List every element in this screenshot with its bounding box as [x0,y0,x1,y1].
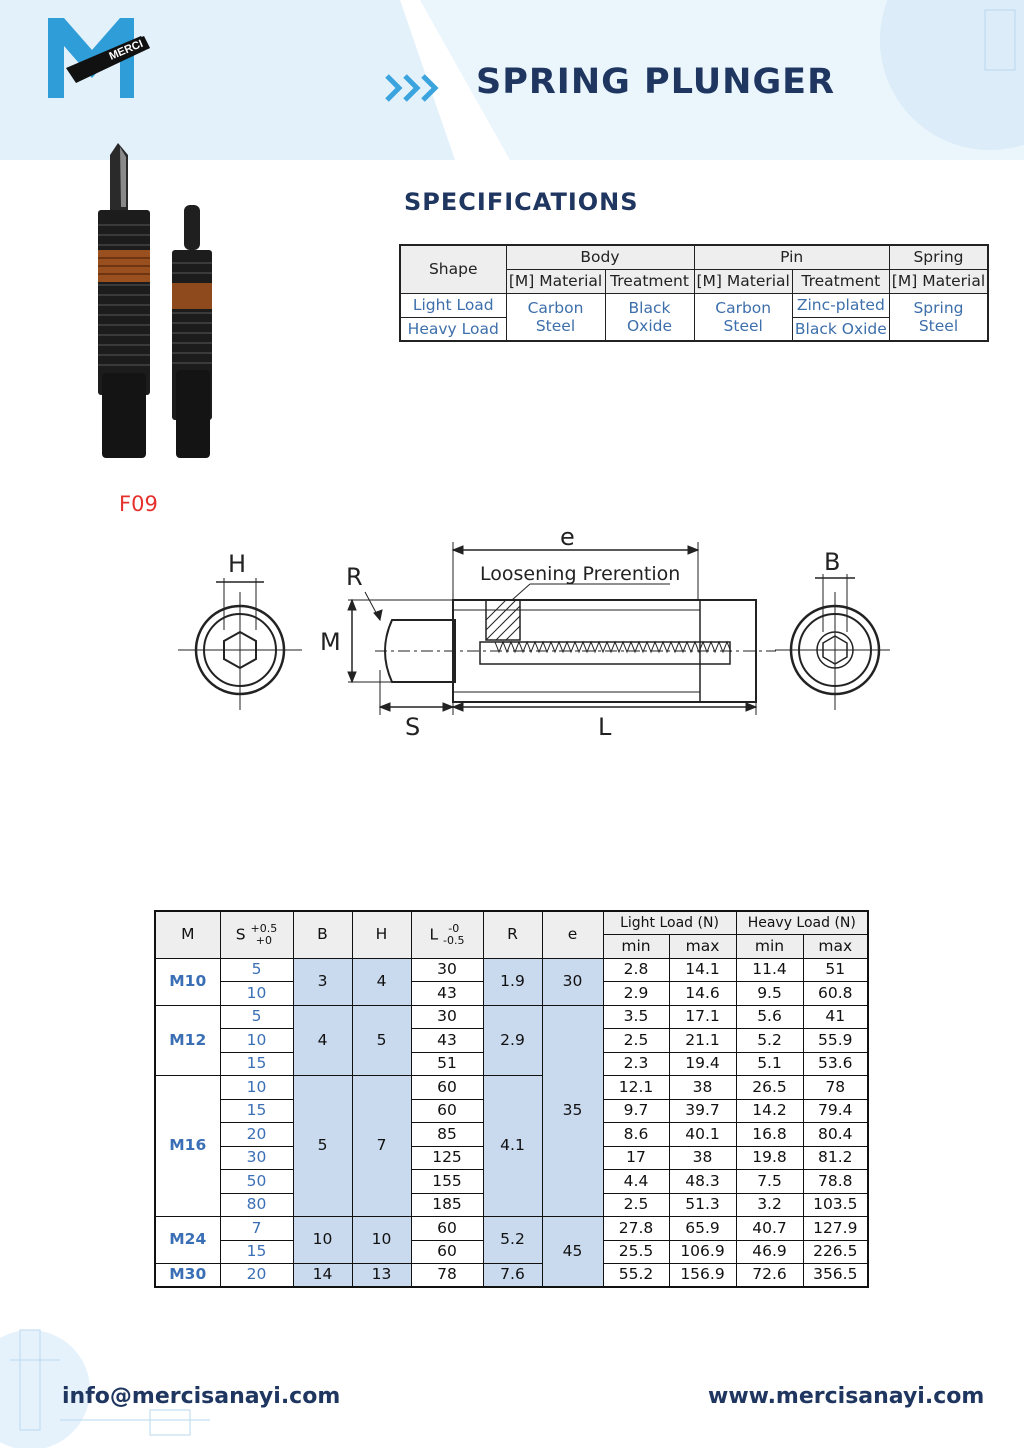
table-row [155,1076,868,1100]
spec-header-spring: Spring [889,245,988,269]
chevrons-icon [385,70,445,106]
cell-r: 2.9 [483,1005,542,1076]
cell-heavy-max: 55.9 [803,1029,868,1053]
spec-pin-treatment-heavy: Black Oxide [792,317,889,341]
cell-light-max: 17.1 [669,1005,736,1029]
cell-e: 45 [542,1217,603,1288]
cell-light-max: 48.3 [669,1170,736,1194]
label-H: H [228,550,247,578]
cell-l: 60 [411,1240,483,1264]
cell-heavy-min: 5.1 [736,1052,803,1076]
cell-l: 51 [411,1052,483,1076]
cell-b: 10 [293,1217,352,1264]
col-header-b: B [293,911,352,958]
col-header-light-min: min [603,935,669,959]
spec-header-shape: Shape [400,245,506,293]
cell-m: M16 [155,1076,220,1217]
spec-heavy-load: Heavy Load [400,317,506,341]
cell-b: 14 [293,1264,352,1288]
col-header-heavy-min: min [736,935,803,959]
col-header-light-load: Light Load (N) [603,911,736,935]
cell-heavy-min: 7.5 [736,1170,803,1194]
cell-s: 5 [220,1005,293,1029]
cell-l: 60 [411,1099,483,1123]
col-header-l: L -0 -0.5 [411,911,483,958]
col-header-heavy-max: max [803,935,868,959]
cell-e: 35 [542,1005,603,1217]
left-end-view [178,578,302,710]
spec-header-pin-material: [M] Material [694,269,792,293]
cell-m: M10 [155,958,220,1005]
col-header-light-max: max [669,935,736,959]
cell-light-max: 51.3 [669,1193,736,1217]
table-row [155,1005,868,1029]
cell-light-max: 40.1 [669,1123,736,1147]
cell-heavy-min: 19.8 [736,1146,803,1170]
cell-heavy-min: 46.9 [736,1240,803,1264]
cell-b: 3 [293,958,352,1005]
cell-l: 43 [411,1029,483,1053]
footer-email[interactable]: info@mercisanayi.com [62,1384,341,1409]
cell-light-min: 55.2 [603,1264,669,1288]
spec-pin-treatment-light: Zinc-plated [792,293,889,317]
cell-h: 10 [352,1217,411,1264]
cell-heavy-min: 40.7 [736,1217,803,1241]
cell-light-min: 9.7 [603,1099,669,1123]
cell-e: 30 [542,958,603,1005]
cell-light-min: 25.5 [603,1240,669,1264]
cell-heavy-max: 356.5 [803,1264,868,1288]
spec-pin-material: Carbon Steel [694,293,792,341]
col-header-e: e [542,911,603,958]
cell-light-max: 14.6 [669,982,736,1006]
cell-heavy-min: 16.8 [736,1123,803,1147]
spec-spring-material: Spring Steel [889,293,988,341]
cell-heavy-max: 103.5 [803,1193,868,1217]
cell-l: 78 [411,1264,483,1288]
cell-heavy-max: 41 [803,1005,868,1029]
cell-heavy-min: 11.4 [736,958,803,982]
spec-header-body-material: [M] Material [506,269,605,293]
label-M: M [320,628,341,656]
label-L: L [598,713,612,741]
cell-light-max: 14.1 [669,958,736,982]
footer-website[interactable]: www.mercisanayi.com [708,1384,985,1409]
col-header-r: R [483,911,542,958]
cell-m: M24 [155,1217,220,1264]
cell-heavy-min: 14.2 [736,1099,803,1123]
footer-decoration [0,1300,220,1448]
cell-l: 85 [411,1123,483,1147]
cell-heavy-max: 51 [803,958,868,982]
cell-light-min: 2.3 [603,1052,669,1076]
cell-m: M12 [155,1005,220,1076]
cell-s: 20 [220,1123,293,1147]
cell-heavy-max: 81.2 [803,1146,868,1170]
label-B: B [824,548,841,576]
cell-heavy-max: 127.9 [803,1217,868,1241]
label-e: e [560,523,575,551]
cell-s: 10 [220,1076,293,1100]
cell-heavy-max: 78 [803,1076,868,1100]
cell-light-max: 38 [669,1076,736,1100]
spec-light-load: Light Load [400,293,506,317]
cell-heavy-max: 53.6 [803,1052,868,1076]
cell-light-min: 2.9 [603,982,669,1006]
spec-header-pin: Pin [694,245,889,269]
table-row [155,958,868,982]
logo-text: MERCI [107,37,145,63]
cell-s: 15 [220,1240,293,1264]
cell-light-max: 65.9 [669,1217,736,1241]
cell-s: 5 [220,958,293,982]
label-S: S [405,713,421,741]
cell-heavy-min: 26.5 [736,1076,803,1100]
merci-logo [46,18,158,100]
cell-b: 4 [293,1005,352,1076]
cell-h: 13 [352,1264,411,1288]
spec-body-treatment: Black Oxide [605,293,694,341]
cell-l: 30 [411,1005,483,1029]
cell-s: 50 [220,1170,293,1194]
cell-l: 125 [411,1146,483,1170]
cell-s: 15 [220,1099,293,1123]
cell-l: 60 [411,1076,483,1100]
cell-l: 30 [411,958,483,982]
cell-l: 155 [411,1170,483,1194]
cell-heavy-max: 79.4 [803,1099,868,1123]
cell-light-max: 38 [669,1146,736,1170]
cell-light-min: 8.6 [603,1123,669,1147]
spec-header-spring-material: [M] Material [889,269,988,293]
label-R: R [346,563,363,591]
cell-light-min: 27.8 [603,1217,669,1241]
cell-s: 7 [220,1217,293,1241]
dimensions-table [154,910,869,1288]
cell-light-min: 2.8 [603,958,669,982]
col-header-heavy-load: Heavy Load (N) [736,911,868,935]
spec-header-body: Body [506,245,694,269]
cell-r: 1.9 [483,958,542,1005]
table-row [155,1264,868,1288]
technical-drawing [170,520,890,750]
cell-light-min: 17 [603,1146,669,1170]
cell-h: 5 [352,1005,411,1076]
cell-light-max: 156.9 [669,1264,736,1288]
loosening-annotation: Loosening Prerention [480,563,681,585]
cell-light-max: 19.4 [669,1052,736,1076]
cell-heavy-max: 78.8 [803,1170,868,1194]
cell-light-min: 3.5 [603,1005,669,1029]
cell-heavy-min: 3.2 [736,1193,803,1217]
cell-r: 5.2 [483,1217,542,1264]
cell-s: 15 [220,1052,293,1076]
col-header-m: M [155,911,220,958]
cell-s: 10 [220,982,293,1006]
product-code: F09 [119,492,158,516]
cell-b: 5 [293,1076,352,1217]
specifications-title: SPECIFICATIONS [404,188,639,216]
page-title: SPRING PLUNGER [476,62,836,102]
cell-heavy-min: 72.6 [736,1264,803,1288]
cell-h: 7 [352,1076,411,1217]
cell-heavy-min: 9.5 [736,982,803,1006]
cell-light-min: 2.5 [603,1193,669,1217]
cell-h: 4 [352,958,411,1005]
cell-heavy-min: 5.6 [736,1005,803,1029]
col-header-s: S +0.5 +0 [220,911,293,958]
cell-s: 20 [220,1264,293,1288]
spec-body-material: Carbon Steel [506,293,605,341]
cell-heavy-max: 80.4 [803,1123,868,1147]
cell-heavy-max: 226.5 [803,1240,868,1264]
cell-r: 7.6 [483,1264,542,1288]
cell-s: 80 [220,1193,293,1217]
cell-m: M30 [155,1264,220,1288]
cell-light-min: 2.5 [603,1029,669,1053]
right-end-view [775,574,890,710]
cell-light-min: 4.4 [603,1170,669,1194]
product-photo [88,135,238,465]
table-row [155,1217,868,1241]
cell-s: 10 [220,1029,293,1053]
col-header-h: H [352,911,411,958]
cell-l: 43 [411,982,483,1006]
cell-heavy-max: 60.8 [803,982,868,1006]
cell-light-max: 39.7 [669,1099,736,1123]
cell-s: 30 [220,1146,293,1170]
specifications-table [399,244,989,342]
cell-r: 4.1 [483,1076,542,1217]
cell-light-max: 106.9 [669,1240,736,1264]
cell-l: 60 [411,1217,483,1241]
spec-header-body-treatment: Treatment [605,269,694,293]
cell-l: 185 [411,1193,483,1217]
cell-heavy-min: 5.2 [736,1029,803,1053]
spec-header-pin-treatment: Treatment [792,269,889,293]
cell-light-max: 21.1 [669,1029,736,1053]
cell-light-min: 12.1 [603,1076,669,1100]
